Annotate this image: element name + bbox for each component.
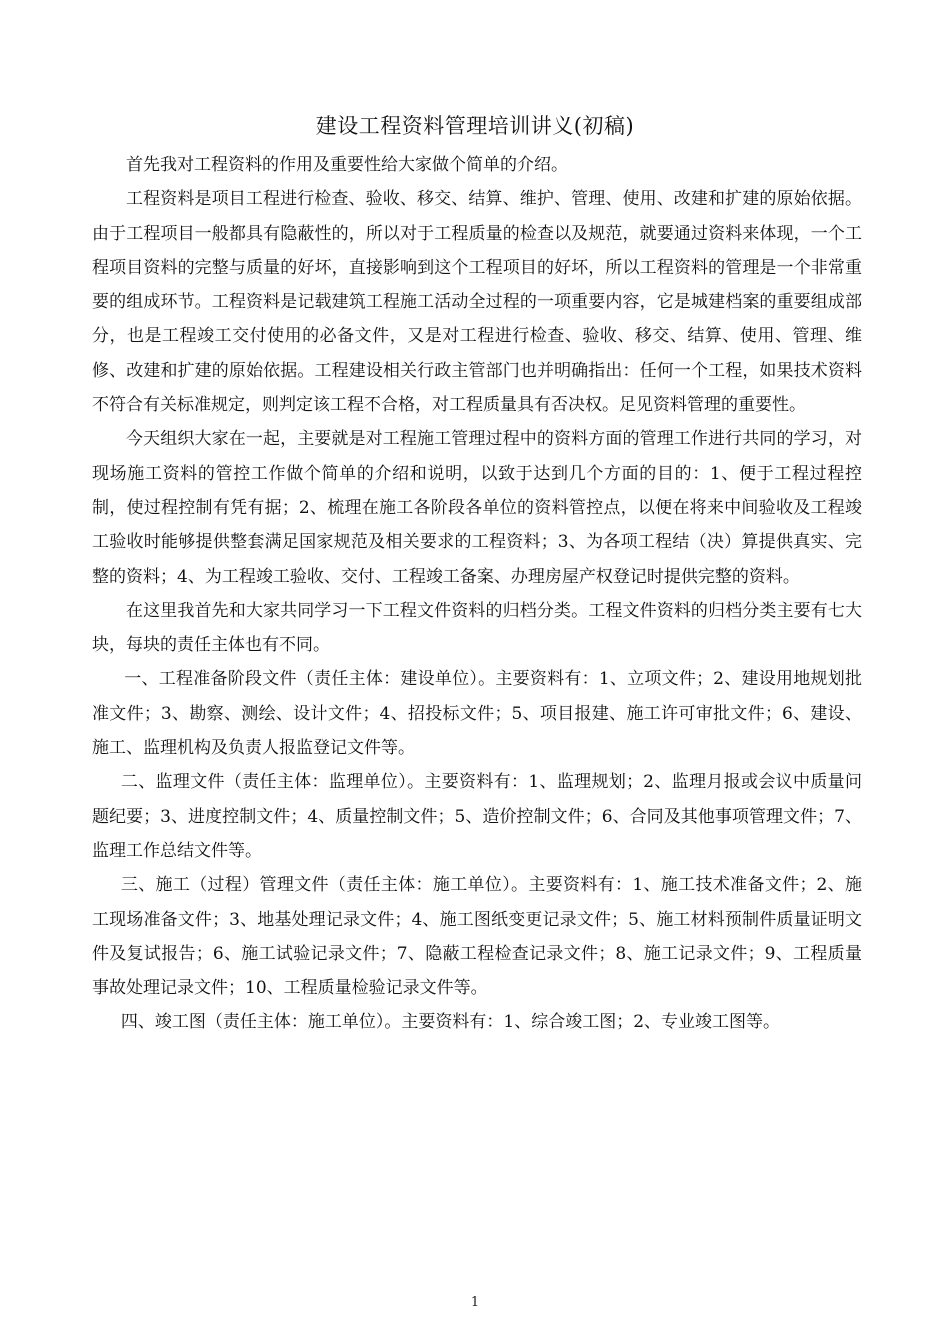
paragraph-intro: 首先我对工程资料的作用及重要性给大家做个简单的介绍。 bbox=[126, 155, 568, 175]
paragraph-purpose: 今天组织大家在一起，主要就是对工程施工管理过程中的资料方面的管理工作进行共同的学习，对现场施工资料的管控工作做个简单的介绍和说明，以致于达到几个方面的目的：1、便于工程过程控制，使过程控制有凭有据；2、梳理在施工各阶段各单位的资料管控点，以便在将来中间验收及工程竣工验收时能够提供整套满足国家规范及相关要求的工程资料；3、为各项工程结（决）算提供真实、完整的资料；4、为工程竣工验收、交付、工程竣工备案、办理房屋产权登记时提供完整的资料。 bbox=[92, 429, 862, 587]
document-title: 建设工程资料管理培训讲义(初稿) bbox=[315, 114, 635, 138]
paragraph-supervision-files: 二、监理文件（责任主体：监理单位）。主要资料有：1、监理规划；2、监理月报或会议中质量问题纪要；3、进度控制文件；4、质量控制文件；5、造价控制文件；6、合同及其他事项管理文件；7、监理工作总结文件等。 bbox=[92, 772, 862, 861]
paragraph-importance: 工程资料是项目工程进行检查、验收、移交、结算、维护、管理、使用、改建和扩建的原始依据。由于工程项目一般都具有隐蔽性的，所以对于工程质量的检查以及规范，就要通过资料来体现，一个工程项目资料的完整与质量的好坏，直接影响到这个工程项目的好坏，所以工程资料的管理是一个非常重要的组成环节。工程资料是记载建筑工程施工活动全过程的一项重要内容，它是城建档案的重要组成部分，也是工程竣工交付使用的必备文件，又是对工程进行检查、验收、移交、结算、使用、管理、维修、改建和扩建的原始依据。工程建设相关行政主管部门也并明确指出：任何一个工程，如果技术资料不符合有关标准规定，则判定该工程不合格，对工程质量具有否决权。足见资料管理的重要性。 bbox=[92, 189, 862, 416]
paragraph-classification: 在这里我首先和大家共同学习一下工程文件资料的归档分类。工程文件资料的归档分类主要有七大块，每块的责任主体也有不同。 bbox=[92, 600, 862, 656]
paragraph-preparation-files: 一、工程准备阶段文件（责任主体：建设单位）。主要资料有：1、立项文件；2、建设用地规划批准文件；3、勘察、测绘、设计文件；4、招投标文件；5、项目报建、施工许可审批文件；6、建设、施工、监理机构及负责人报监登记文件等。 bbox=[92, 669, 862, 759]
paragraph-construction-files: 三、施工（过程）管理文件（责任主体：施工单位）。主要资料有：1、施工技术准备文件；2、施工现场准备文件；3、地基处理记录文件；4、施工图纸变更记录文件；5、施工材料预制件质量证明文件及复试报告；6、施工试验记录文件；7、隐蔽工程检查记录文件；8、施工记录文件；9、工程质量事故处理记录文件；10、工程质量检验记录文件等。 bbox=[92, 875, 862, 999]
page-number: 1 bbox=[470, 1295, 480, 1310]
paragraph-as-built-drawings: 四、竣工图（责任主体：施工单位）。主要资料有：1、综合竣工图；2、专业竣工图等。 bbox=[120, 1012, 781, 1033]
document-body bbox=[92, 148, 862, 1040]
